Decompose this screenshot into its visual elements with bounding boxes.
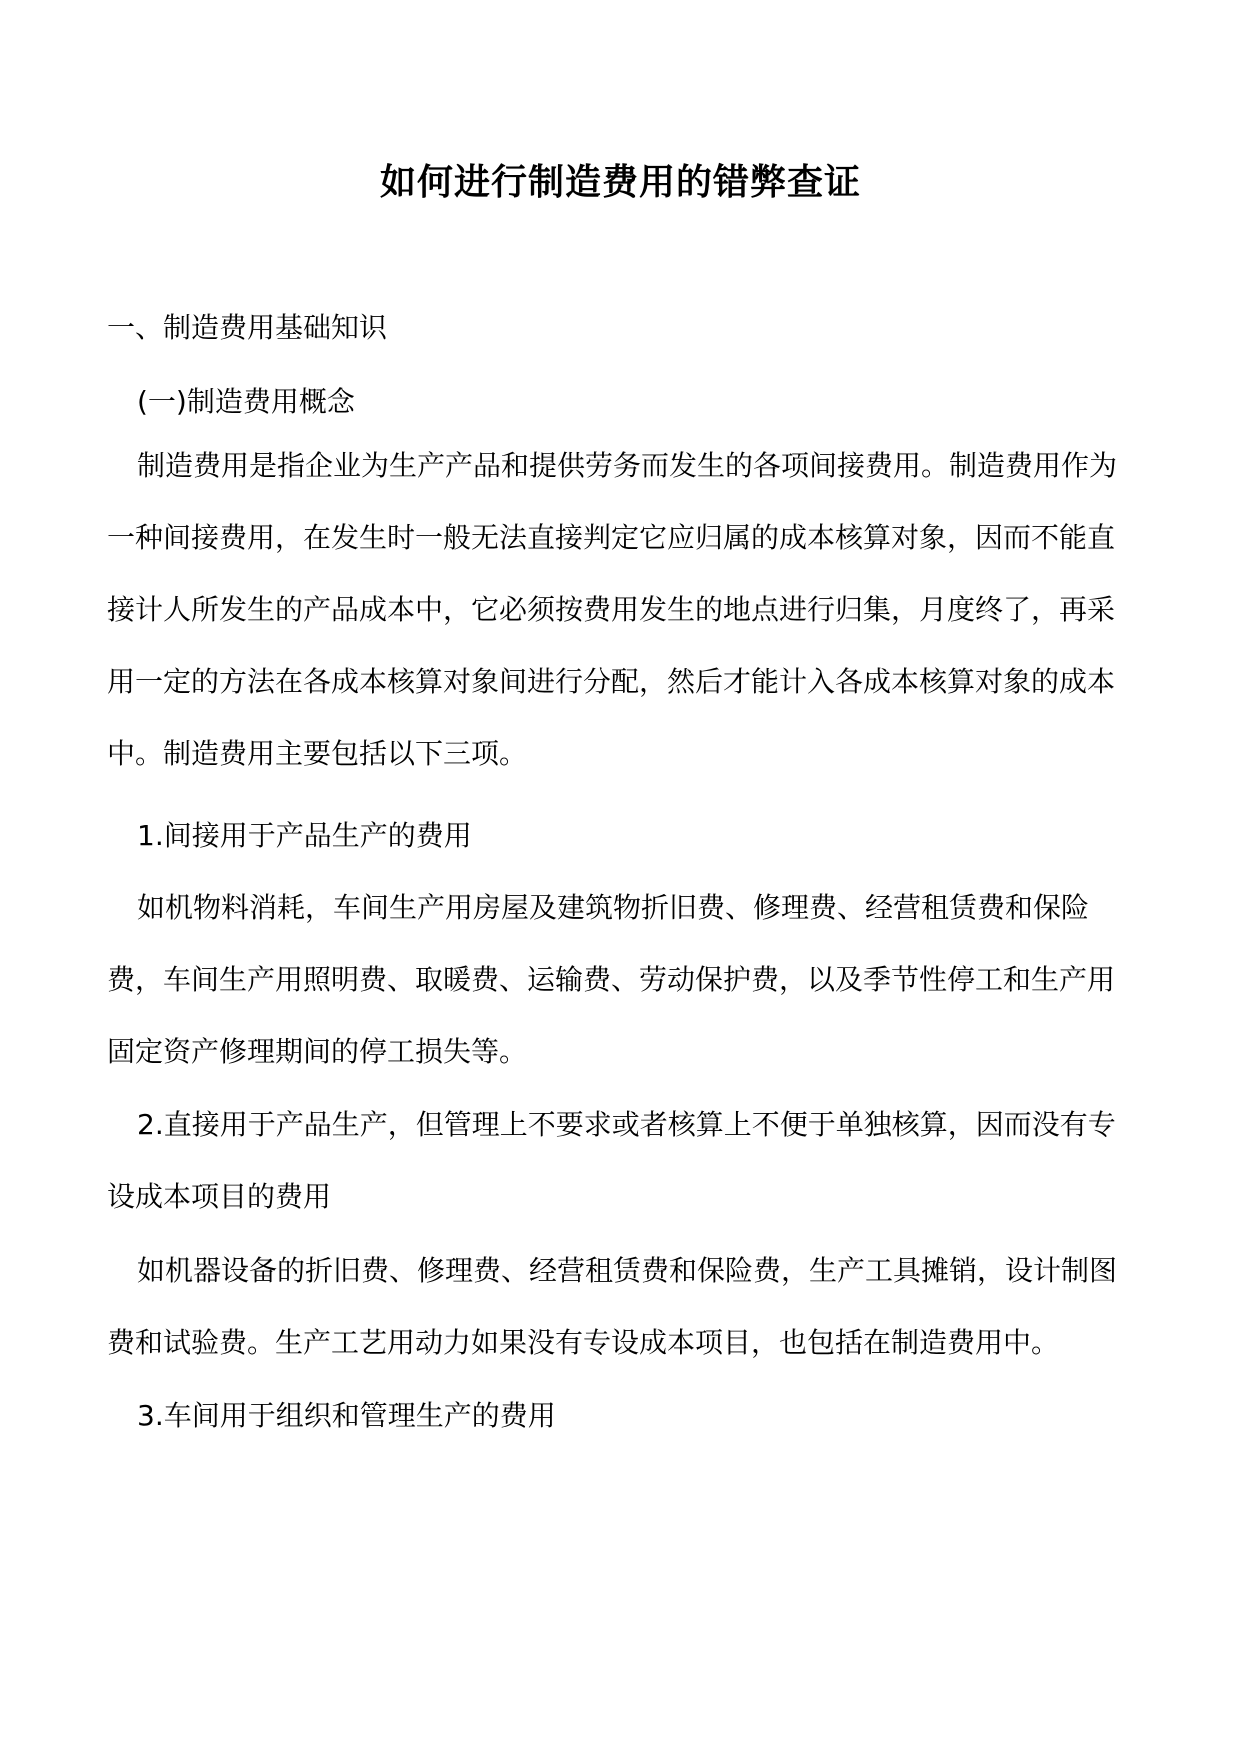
list-item-body-2: 如机器设备的折旧费、修理费、经营租赁费和保险费，生产工具摊销，设计制图费和试验费。生产工艺用动力如果没有专设成本项目，也包括在制造费用中。	[107, 1254, 1118, 1359]
list-item-title-2: 2.直接用于产品生产，但管理上不要求或者核算上不便于单独核算，因而没有专设成本项目的费用	[107, 1108, 1116, 1213]
subsection-heading: (一)制造费用概念	[137, 385, 355, 418]
list-item-body-1: 如机物料消耗，车间生产用房屋及建筑物折旧费、修理费、经营租赁费和保险费，车间生产用照明费、取暖费、运输费、劳动保护费，以及季节性停工和生产用固定资产修理期间的停工损失等。	[107, 891, 1116, 1068]
concept-paragraph: 制造费用是指企业为生产产品和提供劳务而发生的各项间接费用。制造费用作为一种间接费用，在发生时一般无法直接判定它应归属的成本核算对象，因而不能直接计人所发生的产品成本中，它必须按费用发生的地点进行归集，月度终了，再采用一定的方法在各成本核算对象间进行分配，然后才能计入各成本核算对象的成本中。制造费用主要包括以下三项。	[107, 449, 1118, 770]
list-item-title-1: 1.间接用于产品生产的费用	[137, 819, 472, 852]
section-heading: 一、制造费用基础知识	[107, 311, 388, 344]
list-item-title-3: 3.车间用于组织和管理生产的费用	[137, 1399, 556, 1432]
document-title: 如何进行制造费用的错弊查证	[379, 161, 861, 203]
